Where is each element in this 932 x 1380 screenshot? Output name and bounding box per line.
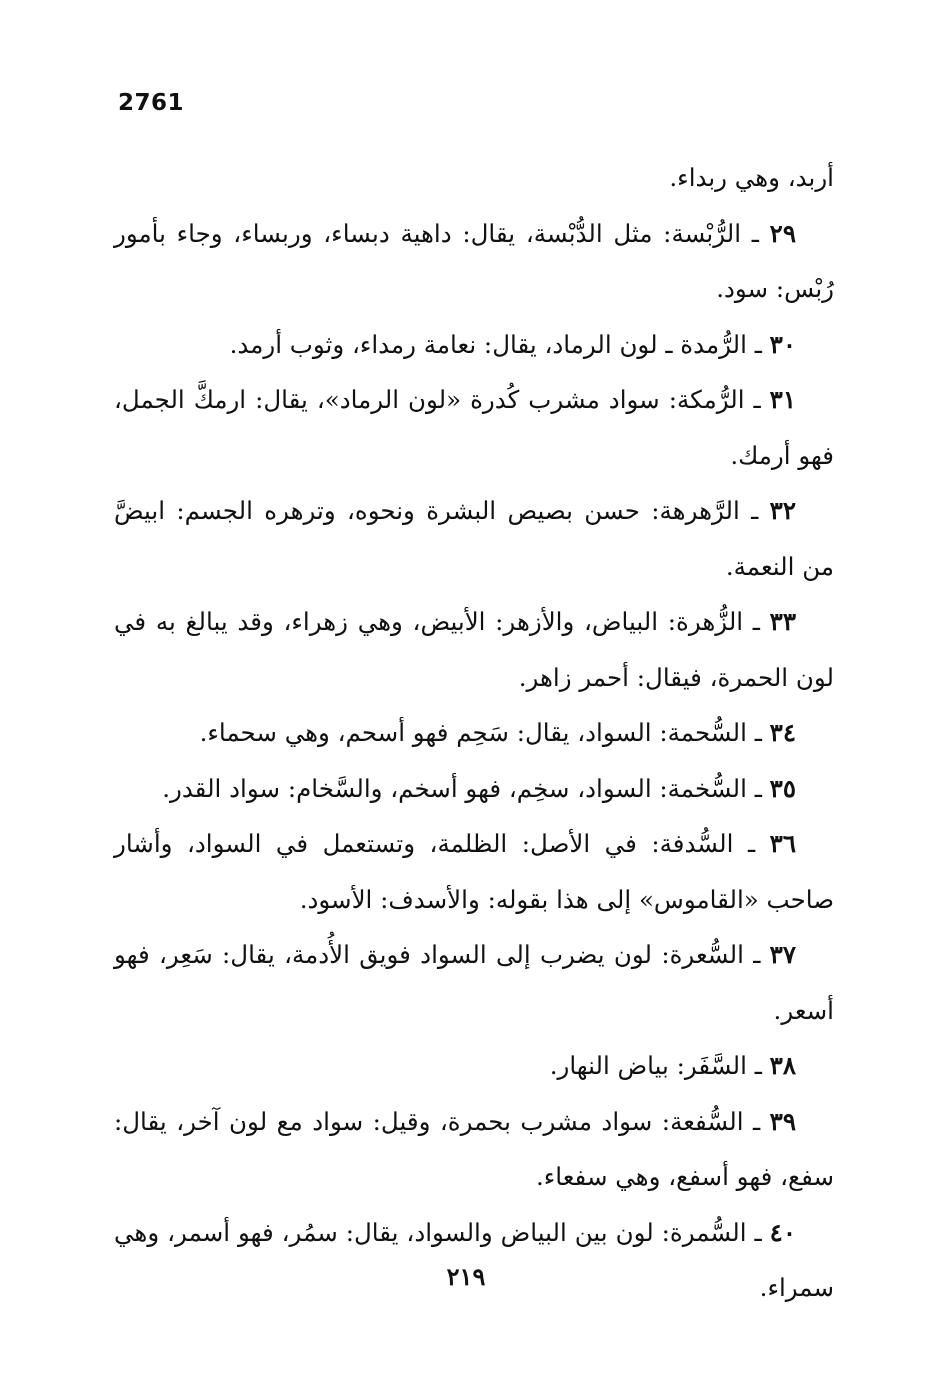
entry-text: ـ السُّدفة: في الأصل: الظلمة، وتستعمل في السواد، وأشار صاحب «القاموس» إلى هذا بقوله: والأسدف: الأسود. [114, 829, 834, 914]
entry-number: ٢٩ [769, 218, 796, 248]
entry-number: ٤٠ [769, 1217, 796, 1247]
entry-text: ـ الزُّهرة: البياض، والأزهر: الأبيض، وهي زهراء، وقد يبالغ به في لون الحمرة، فيقال: أحمر زاهر. [114, 607, 834, 692]
entry-number: ٣٨ [769, 1051, 796, 1080]
entry-number: ٣٠ [769, 329, 796, 359]
page-id-label: 2761 [118, 90, 185, 116]
entry-text: ـ السُّحمة: السواد، يقال: سَحِم فهو أسحم، وهي سحماء. [199, 718, 770, 747]
entry-39 [114, 1094, 834, 1205]
entry-number: ٣٤ [769, 718, 796, 747]
entry-text: ـ الرُّبْسة: مثل الدُّبْسة، يقال: داهية دبساء، وربساء، وجاء بأمور رُبْس: سود. [114, 218, 834, 303]
entry-text: ـ السُّمرة: لون بين البياض والسواد، يقال: سمُر، فهو أسمر، وهي سمراء. [114, 1217, 834, 1302]
entry-36 [114, 816, 834, 927]
entry-29 [114, 206, 834, 317]
entry-text: ـ السَّفَر: بياض النهار. [549, 1051, 770, 1080]
page-number: ٢١٩ [446, 1262, 486, 1291]
entry-number: ٣٩ [769, 1106, 796, 1136]
entry-30 [114, 317, 834, 373]
entry-text: ـ الرُّمدة ـ لون الرماد، يقال: نعامة رمداء، وثوب أرمد. [229, 329, 770, 359]
entry-32 [114, 483, 834, 594]
continuation-line: أربد، وهي ربداء. [669, 163, 834, 192]
entry-text: ـ السُّخمة: السواد، سخِم، فهو أسخم، والسَّخام: سواد القدر. [162, 773, 770, 803]
entry-number: ٣٢ [769, 496, 796, 525]
entry-34 [114, 705, 834, 761]
entry-38 [114, 1038, 834, 1094]
entry-text: ـ السُّفعة: سواد مشرب بحمرة، وقيل: سواد مع لون آخر، يقال: سفع، فهو أسفع، وهي سفعاء. [114, 1106, 834, 1191]
entry-number: ٣٧ [769, 940, 796, 969]
entry-37 [114, 927, 834, 1038]
entry-31 [114, 372, 834, 483]
entry-number: ٣٥ [769, 773, 796, 803]
entry-40 [114, 1205, 834, 1316]
entry-33 [114, 594, 834, 705]
text-body [114, 150, 834, 1316]
entry-35 [114, 761, 834, 817]
entry-number: ٣٦ [769, 829, 796, 858]
entry-text: ـ السُّعرة: لون يضرب إلى السواد فويق الأُدمة، يقال: سَعِر، فهو أسعر. [114, 940, 834, 1025]
entry-text: ـ الرُّمكة: سواد مشرب كُدرة «لون الرماد»، يقال: ارمكَّ الجمل، فهو أرمك. [114, 385, 834, 470]
entry-number: ٣١ [769, 385, 796, 414]
entry-number: ٣٣ [769, 607, 796, 636]
entry-text: ـ الرَّهرهة: حسن بصيص البشرة ونحوه، وترهره الجسم: ابيضَّ من النعمة. [114, 496, 834, 581]
